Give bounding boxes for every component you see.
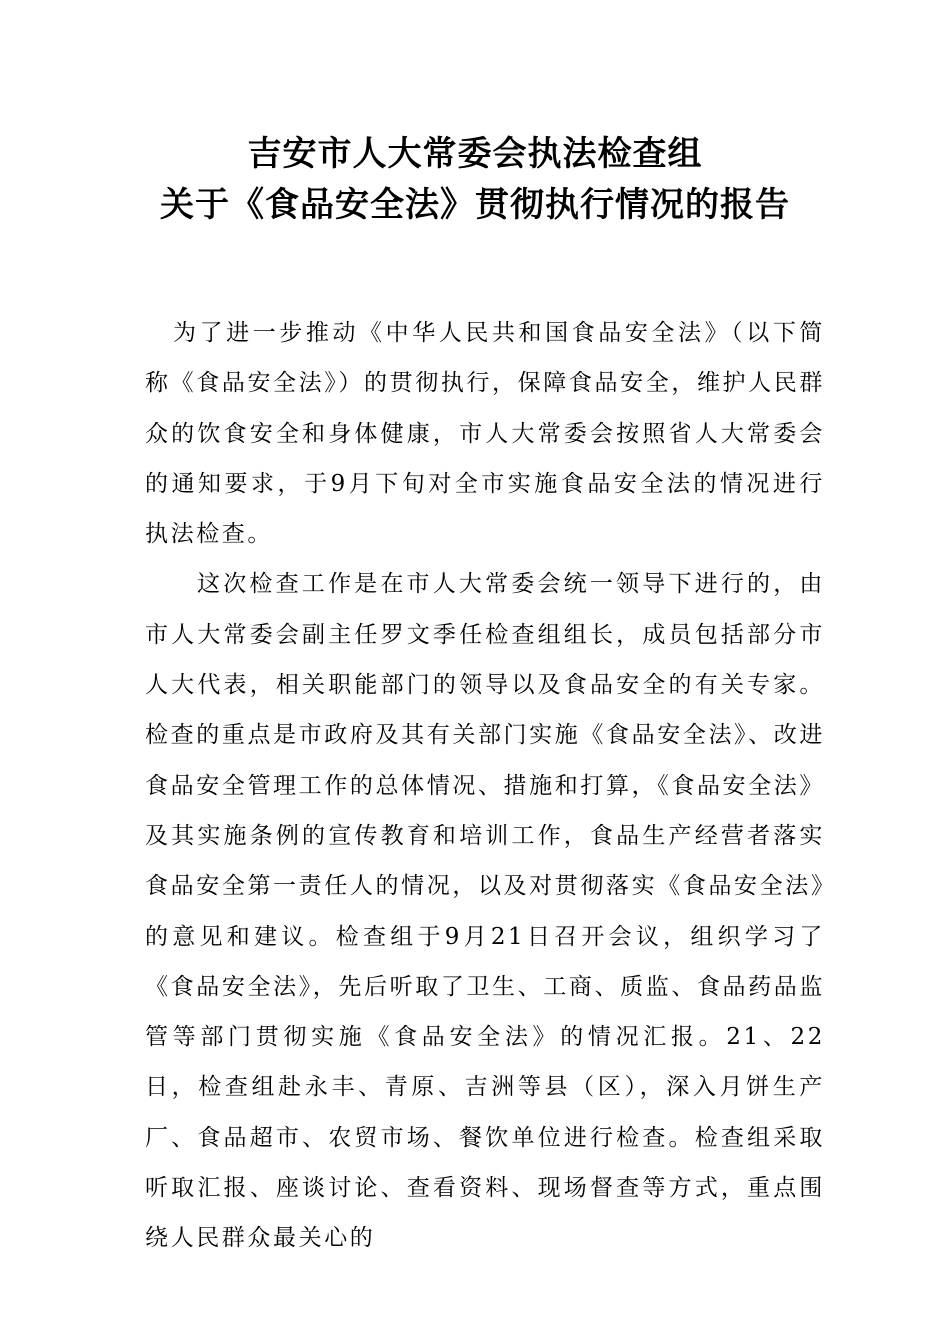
document-body	[145, 308, 825, 1264]
document-title-line-1: 吉安市人大常委会执法检查组	[247, 134, 703, 174]
paragraph-inspection: 这次检查工作是在市人大常委会统一领导下进行的，由市人大常委会副主任罗文季任检查组组长，成员包括部分市人大代表，相关职能部门的领导以及食品安全的有关专家。检查的重点是市政府及其有关部门实施《食品安全法》、改进食品安全管理工作的总体情况、措施和打算，《食品安全法》及其实施条例的宣传教育和培训工作，食品生产经营者落实食品安全第一责任人的情况，以及对贯彻落实《食品安全法》的意见和建议。检查组于9月21日召开会议，组织学习了《食品安全法》，先后听取了卫生、工商、质监、食品药品监管等部门贯彻实施《食品安全法》的情况汇报。21、22日，检查组赴永丰、青原、吉洲等县（区），深入月饼生产厂、食品超市、农贸市场、餐饮单位进行检查。检查组采取听取汇报、座谈讨论、查看资料、现场督查等方式，重点围绕人民群众最关心的	[145, 571, 825, 1252]
paragraph-intro: 为了进一步推动《中华人民共和国食品安全法》（以下简称《食品安全法》）的贯彻执行，保障食品安全，维护人民群众的饮食安全和身体健康，市人大常委会按照省人大常委会的通知要求，于9月下旬对全市实施食品安全法的情况进行执法检查。	[145, 320, 825, 548]
document-title-line-2: 关于《食品安全法》贯彻执行情况的报告	[160, 185, 790, 225]
